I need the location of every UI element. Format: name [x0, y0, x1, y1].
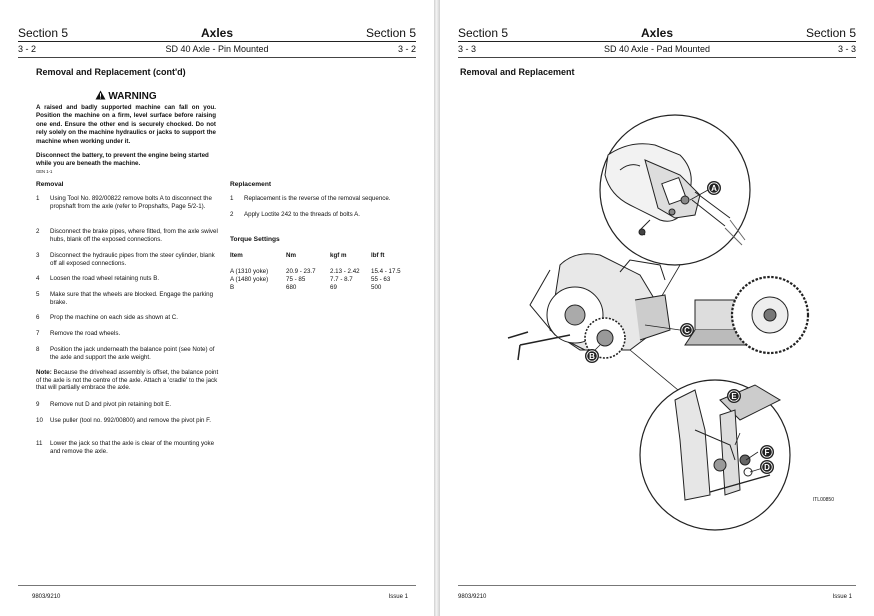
subheader-rule — [18, 57, 416, 58]
removal-step: 10 Use puller (tool no. 992/00800) and remove the pivot pin F. — [36, 417, 211, 424]
warning-battery-text: Disconnect the battery, to prevent the engine being started while you are beneath the machine. — [36, 152, 209, 168]
section-label-right: Section 5 — [365, 26, 416, 40]
page-subtitle: SD 40 Axle - Pin Mounted — [165, 44, 269, 54]
right-subheader — [458, 44, 856, 56]
header-rule — [18, 41, 416, 42]
callout-b — [585, 349, 599, 363]
chapter-title: Axles — [640, 26, 674, 40]
torque-heading: Torque Settings — [230, 236, 280, 243]
section-label-right: Section 5 — [805, 26, 856, 40]
removal-step: 3 Disconnect the hydraulic pipes from the steer cylinder, blank off all exposed connections. — [36, 252, 215, 267]
axle-removal-illustration — [480, 100, 860, 540]
svg-text:B: B — [589, 352, 595, 361]
section-label: Section 5 — [458, 26, 509, 40]
callout-d — [760, 460, 774, 474]
warning-reference: GEN 1-1 — [36, 169, 53, 174]
section-label: Section 5 — [18, 26, 69, 40]
left-header — [18, 26, 416, 42]
footer-rule — [458, 585, 856, 586]
removal-step: 4 Loosen the road wheel retaining nuts B. — [36, 275, 160, 282]
removal-step: 1 Using Tool No. 892/00822 remove bolts A to disconnect the propshaft from the axle (refer to Propshafts, Page 5/2-1). — [36, 195, 212, 210]
note-label: Note: — [36, 369, 52, 376]
warning-triangle-icon — [95, 90, 106, 100]
svg-text:E: E — [731, 392, 737, 401]
figure-reference: ITL00850 — [812, 497, 834, 503]
replacement-heading: Replacement — [230, 181, 272, 188]
footer-issue: Issue 1 — [388, 594, 408, 600]
note-text: Because the drivehead assembly is offset, the balance point of the axle is not the centre of the axle. Attach a 'cradle' to the jack that will partially embrace the axle. — [36, 369, 219, 392]
page-number-right: 3 - 3 — [837, 44, 856, 54]
warning-title: WARNING — [108, 91, 157, 102]
removal-step: 8 Position the jack underneath the balance point (see Note) of the axle and support the axle weight. — [36, 346, 215, 361]
propshaft-detail-view — [600, 115, 750, 265]
removal-step: 7 Remove the road wheels. — [36, 330, 121, 337]
callout-e — [727, 389, 741, 403]
replacement-step: 2 Apply Loctite 242 to the threads of bolts A. — [230, 211, 360, 218]
warning-heading — [36, 90, 216, 102]
page-subtitle: SD 40 Axle - Pad Mounted — [603, 44, 711, 54]
replacement-step: 1 Replacement is the reverse of the removal sequence. — [230, 195, 391, 202]
removal-step: 6 Prop the machine on each side as shown at C. — [36, 314, 178, 321]
svg-text:A: A — [711, 184, 717, 193]
svg-text:F: F — [764, 448, 770, 457]
callout-c — [680, 323, 694, 337]
page-heading: Removal and Replacement — [460, 67, 575, 77]
footer-issue: Issue 1 — [832, 594, 852, 600]
left-subheader — [18, 44, 416, 56]
subheader-rule — [458, 57, 856, 58]
removal-step: 11 Lower the jack so that the axle is clear of the mounting yoke and remove the axle. — [36, 440, 215, 455]
footer-doc-number: 9803/9210 — [32, 594, 61, 600]
page-heading: Removal and Replacement (cont'd) — [36, 67, 186, 77]
callout-f — [760, 445, 774, 459]
footer-doc-number: 9803/9210 — [458, 594, 487, 600]
footer-rule — [18, 585, 416, 586]
svg-text:D: D — [764, 463, 770, 472]
removal-step: 2 Disconnect the brake pipes, where fitted, from the axle swivel hubs, blank off the exposed connections. — [36, 228, 218, 243]
removal-step: 5 Make sure that the wheels are blocked. Engage the parking brake. — [36, 291, 214, 306]
left-page: Section 5 Axles Section 5 3 - 2 SD 40 Axle - Pin Mounted 3 - 2 Removal and Replacement (cont'd) WARNING A raised and badly supported machine can fall on you. Position the machine on a firm, level surface before raising one end. Ensure the other end is securely chocked. Do not rely solely on the machine hydraulics or jacks to support the machine when working under it. Disconnect the battery, to prevent the engine being started while you are beneath the machine. GEN 1-1 Removal 1 Using Tool No. 892/00822 remove bolts A to disconnect the propshaft from the axle (refer to Propshafts, Page 5/2-1). 2 Disconnect the brake pipes, where fitted, from the axle swivel hubs, blank off the exposed connections. 3 Disconnect the hydraulic pipes from the steer cylinder, blank off all exposed connections. 4 Loosen the road wheel retaining nuts B. 5 Make sure that the wheels are blocked. Engage the parking brake. 6 Prop the machine on each side as shown at C. 7 Remove the road wheels. 8 Position the jack underneath the balance point (see Note) of the axle and support the axle weight. Note: Because the drivehead assembly is offset, the balance point of the axle is not the centre of the axle. Attach a 'cradle' to the jack that will partially embrace the axle. 9 Remove nut D and pivot pin retaining bolt E. 10 Use puller (tool no. 992/00800) and remove the pivot pin F. 11 Lower the jack so that the axle is clear of the mounting yoke and remove the axle. Replacement 1 Replacement is the reverse of the removal sequence. 2 Apply Loctite 242 to the threads of bolts A. Torque Settings Item Nm kgf m lbf ft A (1310 yoke) 20.9 - 23.7 2.13 - 2.42 15.4 - 17.5 A (1480 yoke) 75 - 85 7.7 - 8.7 55 - 63 B 680 69 500 9803/9210 Issue 1 — [0, 0, 434, 616]
removal-step: 9 Remove nut D and pivot pin retaining bolt E. — [36, 401, 172, 408]
chapter-title: Axles — [200, 26, 234, 40]
svg-text:C: C — [684, 326, 690, 335]
warning-text: A raised and badly supported machine can fall on you. Position the machine on a firm, level surface before raising one end. Ensure the other end is securely chocked. Do not rely solely on the machine hydraulics or jacks to support the machine when working under it. — [36, 104, 216, 145]
removal-heading: Removal — [36, 181, 64, 188]
balance-point-note — [36, 369, 220, 392]
machine-main-view — [508, 254, 808, 360]
right-page — [440, 0, 874, 616]
page-number: 3 - 2 — [18, 44, 37, 54]
callout-a — [707, 181, 721, 195]
right-header — [458, 26, 856, 42]
header-rule — [458, 41, 856, 42]
page-number-right: 3 - 2 — [397, 44, 416, 54]
page-number: 3 - 3 — [458, 44, 477, 54]
